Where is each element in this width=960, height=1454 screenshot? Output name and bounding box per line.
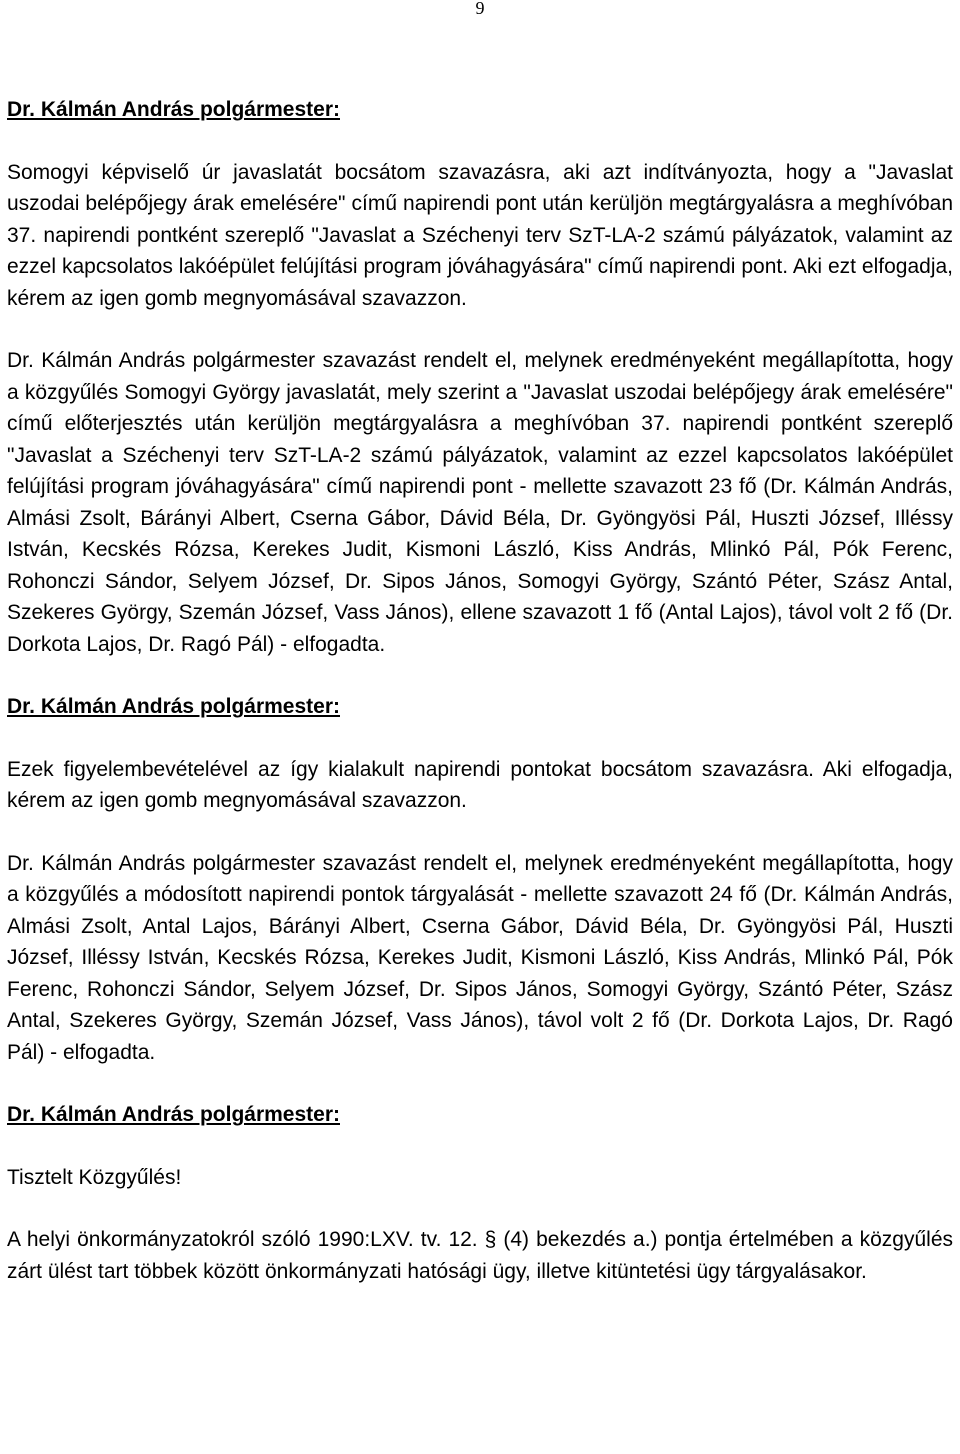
paragraph: A helyi önkormányzatokról szóló 1990:LXV. tv. 12. § (4) bekezdés a.) pontja értelmében a közgyűlés zárt ülést tart többek között önkormányzati hatósági ügy, illetve kitüntetési ügy tárgyalásakor. [7, 1228, 953, 1283]
paragraph: Tisztelt Közgyűlés! [7, 1165, 182, 1189]
paragraph: Dr. Kálmán András polgármester szavazást rendelt el, melynek eredményeként megállapította, hogy a közgyűlés Somogyi György javaslatát, mely szerint a "Javaslat uszodai belépőjegy árak emelésére" című előterjesztés után kerüljön megtárgyalásra a meghívóban 37. napirendi pontként szereplő "Javaslat a Széchenyi terv SzT-LA-2 számú pályázatok, valamint az ezzel kapcsolatos lakóépület felújítási program jóváhagyására" című napirendi pont - mellette szavazott 23 fő (Dr. Kálmán András, Almási Zsolt, Bárányi Albert, Cserna Gábor, Dávid Béla, Dr. Gyöngyösi Pál, Huszti József, Illéssy István, Kecskés Rózsa, Kerekes Judit, Kismoni László, Kiss András, Mlinkó Pál, Pók Ferenc, Rohonczi Sándor, Selyem József, Dr. Sipos János, Somogyi György, Szántó Péter, Szász Antal, Szekeres György, Szemán József, Vass János), ellene szavazott 1 fő (Antal Lajos), távol volt 2 fő (Dr. Dorkota Lajos, Dr. Ragó Pál) - elfogadta. [7, 349, 953, 656]
speaker-heading: Dr. Kálmán András polgármester: [7, 98, 340, 121]
speaker-heading: Dr. Kálmán András polgármester: [7, 1103, 340, 1126]
paragraph: Somogyi képviselő úr javaslatát bocsátom szavazásra, aki azt indítványozta, hogy a "Javaslat uszodai belépőjegy árak emelésére" című napirendi pont után kerüljön megtárgyalásra a meghívóban 37. napirendi pontként szereplő "Javaslat a Széchenyi terv SzT-LA-2 számú pályázatok, valamint az ezzel kapcsolatos lakóépület felújítási program jóváhagyására" című napirendi pont. Aki ezt elfogadja, kérem az igen gomb megnyomásával szavazzon. [7, 160, 953, 310]
paragraph: Ezek figyelembevételével az így kialakult napirendi pontokat bocsátom szavazásra. Aki elfogadja, kérem az igen gomb megnyomásával szavazzon. [7, 757, 953, 812]
speaker-heading: Dr. Kálmán András polgármester: [7, 695, 340, 718]
page-number: 9 [475, 0, 485, 18]
paragraph: Dr. Kálmán András polgármester szavazást rendelt el, melynek eredményeként megállapította, hogy a közgyűlés a módosított napirendi pontok tárgyalását - mellette szavazott 24 fő (Dr. Kálmán András, Almási Zsolt, Antal Lajos, Bárányi Albert, Cserna Gábor, Dávid Béla, Dr. Gyöngyösi Pál, Huszti József, Illéssy István, Kecskés Rózsa, Kerekes Judit, Kismoni László, Kiss András, Mlinkó Pál, Pók Ferenc, Rohonczi Sándor, Selyem József, Dr. Sipos János, Somogyi György, Szántó Péter, Szász Antal, Szekeres György, Szemán József, Vass János), távol volt 2 fő (Dr. Dorkota Lajos, Dr. Ragó Pál) - elfogadta. [7, 851, 953, 1064]
document-body [7, 94, 953, 1287]
